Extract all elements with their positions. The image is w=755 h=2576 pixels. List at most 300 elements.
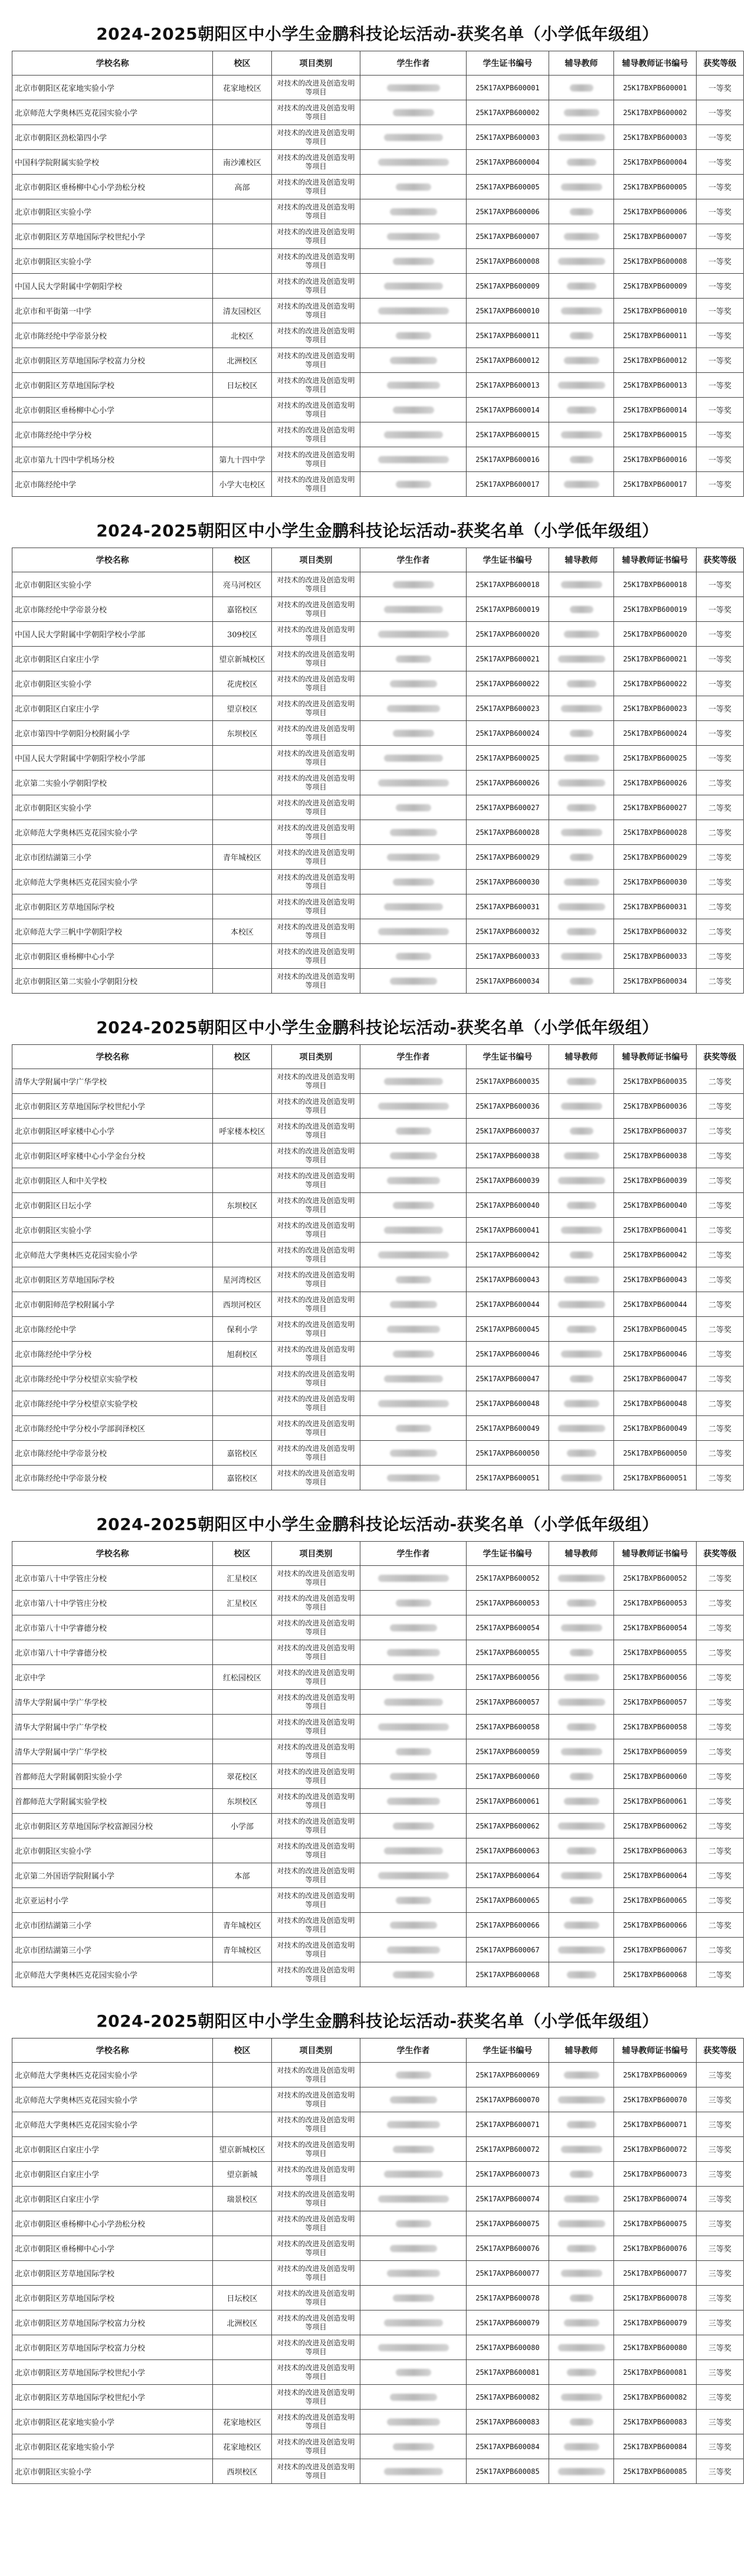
student-cert-cell: 25K17AXPB600071 xyxy=(467,2112,549,2137)
school-name-cell: 北京市朝阳区劲松第四小学 xyxy=(12,125,213,150)
campus-cell xyxy=(213,870,272,894)
campus-cell: 花家地校区 xyxy=(213,2410,272,2434)
student-author-cell xyxy=(360,721,467,746)
school-name-cell: 北京市朝阳区芳草地国际学校 xyxy=(12,894,213,919)
category-cell: 对技术的改进及创造发明等项目 xyxy=(272,2162,360,2187)
school-name-cell: 北京市朝阳区呼家楼中心小学金台分校 xyxy=(12,1143,213,1168)
school-name-cell: 北京市朝阳区实验小学 xyxy=(12,1838,213,1863)
student-author-cell xyxy=(360,771,467,795)
table-row xyxy=(12,2063,744,2087)
table-row xyxy=(12,1665,744,1690)
prize-level-cell: 二等奖 xyxy=(697,771,744,795)
table-row xyxy=(12,622,744,647)
teacher-cert-cell: 25K17BXPB600041 xyxy=(614,1218,697,1243)
category-cell: 对技术的改进及创造发明等项目 xyxy=(272,1218,360,1243)
prize-level-cell: 二等奖 xyxy=(697,1814,744,1838)
teacher-cell xyxy=(549,1789,614,1814)
campus-cell: 汇星校区 xyxy=(213,1591,272,1615)
student-author-cell xyxy=(360,597,467,622)
redacted-name xyxy=(387,1474,440,1482)
category-cell: 对技术的改进及创造发明等项目 xyxy=(272,2261,360,2286)
student-cert-cell: 25K17AXPB600076 xyxy=(467,2236,549,2261)
student-cert-cell: 25K17AXPB600066 xyxy=(467,1913,549,1938)
table-row xyxy=(12,1566,744,1591)
teacher-cert-cell: 25K17BXPB600040 xyxy=(614,1193,697,1218)
campus-cell: 望京新城校区 xyxy=(213,647,272,671)
campus-cell xyxy=(213,1391,272,1416)
teacher-cert-cell: 25K17BXPB600081 xyxy=(614,2360,697,2385)
redacted-name xyxy=(390,680,437,687)
redacted-name xyxy=(561,2146,602,2153)
redacted-name xyxy=(378,2344,449,2351)
redacted-name xyxy=(387,1798,440,1805)
column-header: 获奖等级 xyxy=(697,548,744,572)
school-name-cell: 首都师范大学附属朝阳实验小学 xyxy=(12,1764,213,1789)
redacted-name xyxy=(558,656,605,663)
student-author-cell xyxy=(360,572,467,597)
table-row xyxy=(12,1069,744,1094)
category-cell: 对技术的改进及创造发明等项目 xyxy=(272,1640,360,1665)
student-author-cell xyxy=(360,1317,467,1342)
campus-cell xyxy=(213,1094,272,1119)
column-header: 获奖等级 xyxy=(697,2038,744,2063)
teacher-cell xyxy=(549,2187,614,2211)
redacted-name xyxy=(570,2295,593,2302)
school-name-cell: 北京市朝阳区花家地实验小学 xyxy=(12,76,213,100)
category-cell: 对技术的改进及创造发明等项目 xyxy=(272,845,360,870)
teacher-cert-cell: 25K17BXPB600073 xyxy=(614,2162,697,2187)
prize-level-cell: 二等奖 xyxy=(697,1591,744,1615)
campus-cell xyxy=(213,422,272,447)
student-cert-cell: 25K17AXPB600013 xyxy=(467,373,549,398)
teacher-cell xyxy=(549,2410,614,2434)
table-row xyxy=(12,398,744,422)
redacted-name xyxy=(390,357,437,364)
campus-cell xyxy=(213,771,272,795)
table-row xyxy=(12,1640,744,1665)
school-name-cell: 北京市团结湖第三小学 xyxy=(12,1913,213,1938)
campus-cell: 本部 xyxy=(213,1863,272,1888)
table-title: 2024-2025朝阳区中小学生金鹏科技论坛活动-获奖名单（小学低年级组） xyxy=(96,24,659,44)
campus-cell xyxy=(213,1143,272,1168)
prize-level-cell: 一等奖 xyxy=(697,299,744,323)
redacted-name xyxy=(561,2394,602,2401)
campus-cell xyxy=(213,894,272,919)
student-author-cell xyxy=(360,1416,467,1441)
campus-cell: 小学大屯校区 xyxy=(213,472,272,497)
prize-level-cell: 二等奖 xyxy=(697,1739,744,1764)
redacted-name xyxy=(558,2344,605,2351)
student-cert-cell: 25K17AXPB600047 xyxy=(467,1366,549,1391)
prize-level-cell: 二等奖 xyxy=(697,1416,744,1441)
school-name-cell: 北京市朝阳区第二实验小学朝阳分校 xyxy=(12,969,213,994)
prize-level-cell: 三等奖 xyxy=(697,2335,744,2360)
redacted-name xyxy=(567,159,596,166)
prize-level-cell: 二等奖 xyxy=(697,820,744,845)
school-name-cell: 北京市第八十中学睿德分校 xyxy=(12,1640,213,1665)
school-name-cell: 中国人民大学附属中学朝阳学校小学部 xyxy=(12,622,213,647)
teacher-cert-cell: 25K17BXPB600043 xyxy=(614,1267,697,1292)
redacted-name xyxy=(390,1922,437,1929)
table-row xyxy=(12,1094,744,1119)
category-cell: 对技术的改进及创造发明等项目 xyxy=(272,1366,360,1391)
category-cell: 对技术的改进及创造发明等项目 xyxy=(272,1715,360,1739)
teacher-cert-cell: 25K17BXPB600022 xyxy=(614,671,697,696)
prize-level-cell: 一等奖 xyxy=(697,671,744,696)
category-cell: 对技术的改进及创造发明等项目 xyxy=(272,1466,360,1490)
prize-level-cell: 二等奖 xyxy=(697,1441,744,1466)
prize-level-cell: 一等奖 xyxy=(697,721,744,746)
redacted-name xyxy=(567,2121,596,2128)
teacher-cert-cell: 25K17BXPB600063 xyxy=(614,1838,697,1863)
teacher-cert-cell: 25K17BXPB600084 xyxy=(614,2434,697,2459)
prize-level-cell: 二等奖 xyxy=(697,1069,744,1094)
prize-level-cell: 二等奖 xyxy=(697,1566,744,1591)
prize-level-cell: 三等奖 xyxy=(697,2187,744,2211)
student-author-cell xyxy=(360,2187,467,2211)
category-cell: 对技术的改进及创造发明等项目 xyxy=(272,2187,360,2211)
category-cell: 对技术的改进及创造发明等项目 xyxy=(272,1591,360,1615)
prize-level-cell: 三等奖 xyxy=(697,2385,744,2410)
campus-cell: 北洲校区 xyxy=(213,2310,272,2335)
teacher-cell xyxy=(549,1317,614,1342)
column-header: 学生证书编号 xyxy=(467,51,549,76)
award-table xyxy=(12,1044,744,1490)
teacher-cell xyxy=(549,76,614,100)
column-header: 获奖等级 xyxy=(697,1045,744,1069)
school-name-cell: 北京市朝阳区垂杨柳中心小学 xyxy=(12,398,213,422)
prize-level-cell: 三等奖 xyxy=(697,2286,744,2310)
redacted-name xyxy=(378,2195,449,2203)
table-header-row xyxy=(12,51,744,76)
teacher-cell xyxy=(549,1441,614,1466)
student-cert-cell: 25K17AXPB600020 xyxy=(467,622,549,647)
campus-cell xyxy=(213,969,272,994)
teacher-cert-cell: 25K17BXPB600054 xyxy=(614,1615,697,1640)
school-name-cell: 北京市陈经纶中学分校小学部润泽校区 xyxy=(12,1416,213,1441)
school-name-cell: 北京市朝阳区芳草地国际学校世纪小学 xyxy=(12,2385,213,2410)
teacher-cell xyxy=(549,2459,614,2484)
teacher-cert-cell: 25K17BXPB600071 xyxy=(614,2112,697,2137)
student-author-cell xyxy=(360,746,467,771)
prize-level-cell: 二等奖 xyxy=(697,1888,744,1913)
prize-level-cell: 三等奖 xyxy=(697,2211,744,2236)
table-row xyxy=(12,323,744,348)
redacted-name xyxy=(393,2295,434,2302)
teacher-cert-cell: 25K17BXPB600051 xyxy=(614,1466,697,1490)
teacher-cell xyxy=(549,2162,614,2187)
student-cert-cell: 25K17AXPB600011 xyxy=(467,323,549,348)
column-header: 辅导教师证书编号 xyxy=(614,1542,697,1566)
student-author-cell xyxy=(360,2434,467,2459)
table-row xyxy=(12,1962,744,1987)
prize-level-cell: 二等奖 xyxy=(697,1838,744,1863)
redacted-name xyxy=(561,1227,602,1234)
student-cert-cell: 25K17AXPB600059 xyxy=(467,1739,549,1764)
student-author-cell xyxy=(360,76,467,100)
category-cell: 对技术的改进及创造发明等项目 xyxy=(272,398,360,422)
teacher-cert-cell: 25K17BXPB600006 xyxy=(614,199,697,224)
category-cell: 对技术的改进及创造发明等项目 xyxy=(272,2236,360,2261)
redacted-name xyxy=(564,1674,599,1681)
redacted-name xyxy=(564,2319,599,2326)
campus-cell: 呼家楼本校区 xyxy=(213,1119,272,1143)
column-header: 获奖等级 xyxy=(697,1542,744,1566)
redacted-name xyxy=(396,2369,431,2376)
prize-level-cell: 一等奖 xyxy=(697,398,744,422)
column-header: 学生证书编号 xyxy=(467,548,549,572)
award-table xyxy=(12,548,744,994)
student-cert-cell: 25K17AXPB600033 xyxy=(467,944,549,969)
teacher-cert-cell: 25K17BXPB600072 xyxy=(614,2137,697,2162)
student-author-cell xyxy=(360,1391,467,1416)
redacted-name xyxy=(384,2319,443,2326)
teacher-cert-cell: 25K17BXPB600059 xyxy=(614,1739,697,1764)
school-name-cell: 北京市陈经纶中学帝景分校 xyxy=(12,1466,213,1490)
category-cell: 对技术的改进及创造发明等项目 xyxy=(272,919,360,944)
teacher-cert-cell: 25K17BXPB600066 xyxy=(614,1913,697,1938)
campus-cell: 北洲校区 xyxy=(213,348,272,373)
teacher-cell xyxy=(549,125,614,150)
student-author-cell xyxy=(360,1094,467,1119)
redacted-name xyxy=(384,2171,443,2178)
prize-level-cell: 二等奖 xyxy=(697,1615,744,1640)
category-cell: 对技术的改进及创造发明等项目 xyxy=(272,622,360,647)
student-cert-cell: 25K17AXPB600014 xyxy=(467,398,549,422)
redacted-name xyxy=(561,307,602,314)
teacher-cell xyxy=(549,422,614,447)
redacted-name xyxy=(564,1276,599,1283)
table-row xyxy=(12,2335,744,2360)
redacted-name xyxy=(387,854,440,861)
prize-level-cell: 一等奖 xyxy=(697,373,744,398)
student-cert-cell: 25K17AXPB600026 xyxy=(467,771,549,795)
redacted-name xyxy=(387,1326,440,1333)
student-author-cell xyxy=(360,1466,467,1490)
campus-cell xyxy=(213,1888,272,1913)
prize-level-cell: 二等奖 xyxy=(697,1243,744,1267)
table-row xyxy=(12,175,744,199)
prize-level-cell: 三等奖 xyxy=(697,2162,744,2187)
redacted-name xyxy=(396,481,431,488)
teacher-cert-cell: 25K17BXPB600080 xyxy=(614,2335,697,2360)
redacted-name xyxy=(564,879,599,886)
student-cert-cell: 25K17AXPB600042 xyxy=(467,1243,549,1267)
redacted-name xyxy=(567,407,596,414)
campus-cell xyxy=(213,274,272,299)
school-name-cell: 清华大学附属中学广华学校 xyxy=(12,1715,213,1739)
student-cert-cell: 25K17AXPB600003 xyxy=(467,125,549,150)
school-name-cell: 北京市朝阳区白家庄小学 xyxy=(12,647,213,671)
prize-level-cell: 一等奖 xyxy=(697,622,744,647)
table-row xyxy=(12,1591,744,1615)
school-name-cell: 北京市朝阳区芳草地国际学校富力分校 xyxy=(12,2310,213,2335)
teacher-cert-cell: 25K17BXPB600018 xyxy=(614,572,697,597)
teacher-cell xyxy=(549,299,614,323)
redacted-name xyxy=(567,1450,596,1457)
campus-cell: 亮马河校区 xyxy=(213,572,272,597)
teacher-cell xyxy=(549,2310,614,2335)
teacher-cell xyxy=(549,1366,614,1391)
prize-level-cell: 一等奖 xyxy=(697,224,744,249)
category-cell: 对技术的改进及创造发明等项目 xyxy=(272,1814,360,1838)
campus-cell xyxy=(213,2087,272,2112)
column-header: 辅导教师证书编号 xyxy=(614,1045,697,1069)
student-cert-cell: 25K17AXPB600022 xyxy=(467,671,549,696)
teacher-cert-cell: 25K17BXPB600079 xyxy=(614,2310,697,2335)
student-cert-cell: 25K17AXPB600030 xyxy=(467,870,549,894)
teacher-cert-cell: 25K17BXPB600008 xyxy=(614,249,697,274)
table-row xyxy=(12,1863,744,1888)
redacted-name xyxy=(561,953,602,960)
school-name-cell: 北京市陈经纶中学分校 xyxy=(12,1342,213,1366)
redacted-name xyxy=(561,705,602,712)
school-name-cell: 北京市朝阳区垂杨柳中心小学劲松分校 xyxy=(12,175,213,199)
redacted-name xyxy=(393,730,434,737)
category-cell: 对技术的改进及创造发明等项目 xyxy=(272,2310,360,2335)
category-cell: 对技术的改进及创造发明等项目 xyxy=(272,100,360,125)
redacted-name xyxy=(390,2394,437,2401)
teacher-cell xyxy=(549,2063,614,2087)
redacted-name xyxy=(393,407,434,414)
teacher-cell xyxy=(549,249,614,274)
school-name-cell: 北京市朝阳区芳草地国际学校 xyxy=(12,2261,213,2286)
student-cert-cell: 25K17AXPB600056 xyxy=(467,1665,549,1690)
teacher-cell xyxy=(549,2360,614,2385)
teacher-cert-cell: 25K17BXPB600027 xyxy=(614,795,697,820)
student-author-cell xyxy=(360,1938,467,1962)
prize-level-cell: 一等奖 xyxy=(697,746,744,771)
teacher-cell xyxy=(549,2385,614,2410)
table-row xyxy=(12,2211,744,2236)
student-cert-cell: 25K17AXPB600057 xyxy=(467,1690,549,1715)
category-cell: 对技术的改进及创造发明等项目 xyxy=(272,422,360,447)
prize-level-cell: 二等奖 xyxy=(697,1863,744,1888)
teacher-cell xyxy=(549,944,614,969)
teacher-cert-cell: 25K17BXPB600060 xyxy=(614,1764,697,1789)
campus-cell xyxy=(213,1715,272,1739)
redacted-name xyxy=(570,978,593,985)
column-header: 学生作者 xyxy=(360,1542,467,1566)
prize-level-cell: 二等奖 xyxy=(697,1317,744,1342)
teacher-cell xyxy=(549,1888,614,1913)
prize-level-cell: 二等奖 xyxy=(697,1267,744,1292)
redacted-name xyxy=(564,2195,599,2203)
redacted-name xyxy=(561,183,602,191)
prize-level-cell: 一等奖 xyxy=(697,447,744,472)
teacher-cert-cell: 25K17BXPB600002 xyxy=(614,100,697,125)
redacted-name xyxy=(570,1897,593,1904)
redacted-name xyxy=(570,2171,593,2178)
column-header: 辅导教师 xyxy=(549,51,614,76)
table-row xyxy=(12,1913,744,1938)
table-row xyxy=(12,671,744,696)
prize-level-cell: 二等奖 xyxy=(697,1938,744,1962)
column-header: 学生作者 xyxy=(360,2038,467,2063)
prize-level-cell: 一等奖 xyxy=(697,274,744,299)
table-row xyxy=(12,2459,744,2484)
school-name-cell: 北京市朝阳区实验小学 xyxy=(12,671,213,696)
campus-cell: 花家地校区 xyxy=(213,76,272,100)
teacher-cell xyxy=(549,845,614,870)
campus-cell: 本校区 xyxy=(213,919,272,944)
redacted-name xyxy=(570,1773,593,1780)
campus-cell xyxy=(213,1366,272,1391)
redacted-name xyxy=(570,332,593,339)
school-name-cell: 北京市朝阳区芳草地国际学校世纪小学 xyxy=(12,2360,213,2385)
table-header-row xyxy=(12,2038,744,2063)
redacted-name xyxy=(396,2072,431,2079)
campus-cell: 清友园校区 xyxy=(213,299,272,323)
student-author-cell xyxy=(360,944,467,969)
student-cert-cell: 25K17AXPB600044 xyxy=(467,1292,549,1317)
school-name-cell: 北京市陈经纶中学分校望京实验学校 xyxy=(12,1366,213,1391)
redacted-name xyxy=(558,1301,605,1308)
teacher-cell xyxy=(549,1168,614,1193)
table-row xyxy=(12,1715,744,1739)
teacher-cell xyxy=(549,398,614,422)
campus-cell xyxy=(213,199,272,224)
campus-cell: 青年城校区 xyxy=(213,1938,272,1962)
table-row xyxy=(12,1218,744,1243)
school-name-cell: 北京市朝阳区芳草地国际学校 xyxy=(12,1267,213,1292)
student-cert-cell: 25K17AXPB600081 xyxy=(467,2360,549,2385)
school-name-cell: 北京市朝阳区呼家楼中心小学 xyxy=(12,1119,213,1143)
teacher-cell xyxy=(549,1143,614,1168)
school-name-cell: 北京市朝阳区实验小学 xyxy=(12,249,213,274)
student-author-cell xyxy=(360,348,467,373)
redacted-name xyxy=(564,1152,599,1159)
student-author-cell xyxy=(360,1441,467,1466)
prize-level-cell: 一等奖 xyxy=(697,348,744,373)
student-author-cell xyxy=(360,1119,467,1143)
category-cell: 对技术的改进及创造发明等项目 xyxy=(272,1938,360,1962)
campus-cell xyxy=(213,2335,272,2360)
column-header: 项目类别 xyxy=(272,2038,360,2063)
campus-cell xyxy=(213,1168,272,1193)
redacted-name xyxy=(378,779,449,786)
table-title: 2024-2025朝阳区中小学生金鹏科技论坛活动-获奖名单（小学低年级组） xyxy=(96,521,659,540)
teacher-cell xyxy=(549,2137,614,2162)
teacher-cert-cell: 25K17BXPB600013 xyxy=(614,373,697,398)
campus-cell xyxy=(213,2112,272,2137)
campus-cell: 翠花校区 xyxy=(213,1764,272,1789)
student-cert-cell: 25K17AXPB600002 xyxy=(467,100,549,125)
redacted-name xyxy=(378,1872,449,1879)
student-author-cell xyxy=(360,1814,467,1838)
student-cert-cell: 25K17AXPB600084 xyxy=(467,2434,549,2459)
student-author-cell xyxy=(360,2087,467,2112)
student-author-cell xyxy=(360,100,467,125)
teacher-cert-cell: 25K17BXPB600085 xyxy=(614,2459,697,2484)
redacted-name xyxy=(396,183,431,191)
school-name-cell: 北京市和平街第一中学 xyxy=(12,299,213,323)
teacher-cell xyxy=(549,671,614,696)
redacted-name xyxy=(387,382,440,389)
redacted-name xyxy=(378,631,449,638)
redacted-name xyxy=(558,1823,605,1830)
teacher-cell xyxy=(549,150,614,175)
student-author-cell xyxy=(360,1715,467,1739)
award-table xyxy=(12,2038,744,2484)
redacted-name xyxy=(396,1600,431,1607)
school-name-cell: 北京市朝阳区实验小学 xyxy=(12,2459,213,2484)
campus-cell xyxy=(213,2063,272,2087)
prize-level-cell: 三等奖 xyxy=(697,2261,744,2286)
student-author-cell xyxy=(360,1267,467,1292)
student-author-cell xyxy=(360,2112,467,2137)
prize-level-cell: 二等奖 xyxy=(697,845,744,870)
